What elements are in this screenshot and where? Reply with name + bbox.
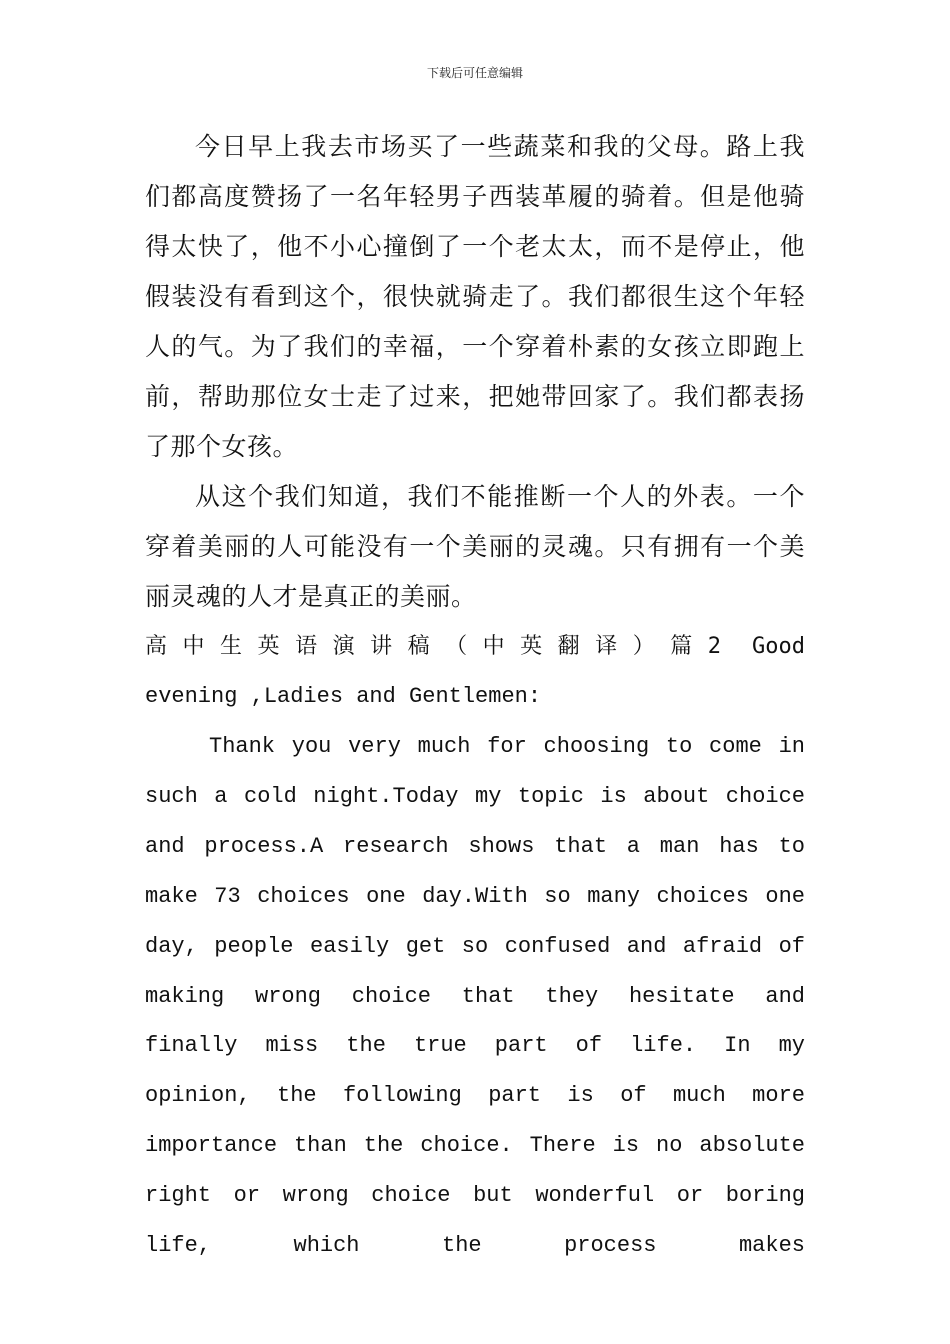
heading-char: 生 (220, 634, 243, 659)
chinese-paragraph-1: 今日早上我去市场买了一些蔬菜和我的父母。路上我们都高度赞扬了一名年轻男子西装革履的骑着。但是他骑得太快了，他不小心撞倒了一个老太太，而不是停止，他假装没有看到这个，很快就骑走了。我们都很生这个年轻人的气。为了我们的幸福，一个穿着朴素的女孩立即跑上前，帮助那位女士走了过来，把她带回家了。我们都表扬了那个女孩。 (145, 132, 805, 461)
english-paragraph-1: Thank you very much for choosing to come in such a cold night.Today my topic is about choice and process.A research shows that a man has to make 73 choices one day.With so many choices one day, people easily get so confused and afraid of making wrong choice that they hesitate and finally miss the true part of life. In my opinion, the following part is of much more importance than the choice. There is no absolute right or wrong choice but wonderful or boring life, which the process makes (145, 734, 805, 1259)
heading-char: 篇 (670, 634, 693, 659)
heading-char: 高 (145, 634, 168, 659)
heading-char: 演 (332, 634, 355, 659)
heading-char: 讲 (370, 634, 393, 659)
heading-char: 译 (595, 634, 618, 659)
section-heading (145, 622, 805, 672)
document-body (145, 122, 805, 1271)
chinese-paragraph-2: 从这个我们知道，我们不能推断一个人的外表。一个穿着美丽的人可能没有一个美丽的灵魂。只有拥有一个美丽灵魂的人才是真正的美丽。 (145, 482, 805, 611)
heading-char: （ (445, 634, 468, 659)
heading-char: 语 (295, 634, 318, 659)
page-header: 下载后可任意编辑 (426, 66, 523, 80)
heading-char: 2 (707, 634, 721, 659)
heading-char: ） (632, 634, 655, 659)
greeting-line: evening ,Ladies and Gentlemen: (145, 684, 542, 709)
heading-word: Good (751, 634, 805, 659)
heading-char: 翻 (557, 634, 580, 659)
heading-char: 中 (482, 634, 505, 659)
heading-char: 英 (257, 634, 280, 659)
heading-char: 中 (182, 634, 205, 659)
heading-char: 稿 (407, 634, 430, 659)
heading-char: 英 (520, 634, 543, 659)
